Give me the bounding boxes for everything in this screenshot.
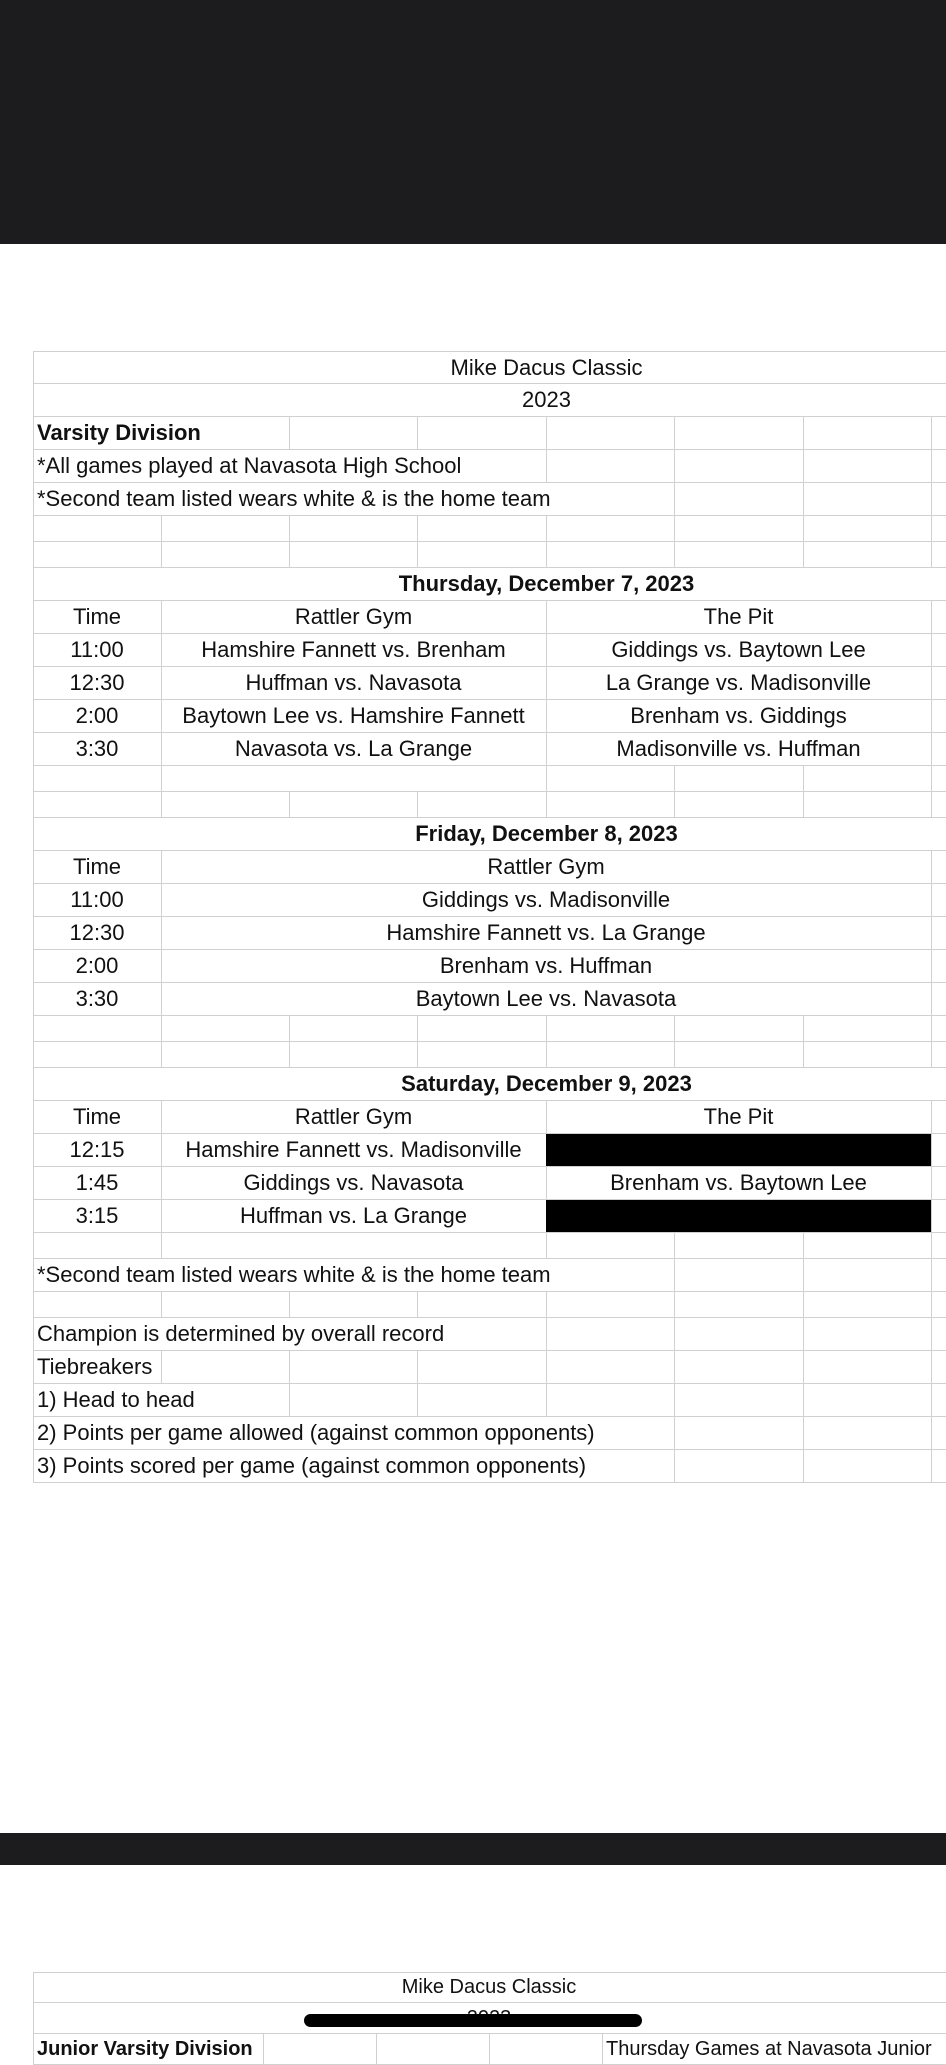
table-row xyxy=(33,950,946,983)
day-heading-row xyxy=(33,568,946,601)
blacked-out-cell xyxy=(546,1200,931,1232)
empty-row xyxy=(33,766,946,792)
empty-row xyxy=(33,1016,946,1042)
blacked-out-cell xyxy=(546,1134,931,1166)
rattler-gym-game: Hamshire Fannett vs. Brenham xyxy=(201,637,506,662)
sheet-row xyxy=(33,483,946,516)
time-header: Time xyxy=(72,854,122,879)
game-time: 1:45 xyxy=(75,1170,119,1195)
table-row xyxy=(33,983,946,1016)
table-row xyxy=(33,884,946,917)
saturday-heading: Saturday, December 9, 2023 xyxy=(401,1071,692,1096)
rattler-gym-game: Giddings vs. Navasota xyxy=(243,1170,464,1195)
table-row xyxy=(33,733,946,766)
day-heading-row xyxy=(33,818,946,851)
game-time: 3:30 xyxy=(75,736,119,761)
thursday-venue-note: Thursday Games at Navasota Junior xyxy=(606,2037,932,2060)
rattler-gym-header: Rattler Gym xyxy=(294,1104,413,1129)
the-pit-game: Brenham vs. Baytown Lee xyxy=(610,1170,867,1195)
sheet-title: Mike Dacus Classic xyxy=(450,354,643,380)
day-heading-row xyxy=(33,1068,946,1101)
sheet-row xyxy=(33,417,946,450)
sheet-row xyxy=(33,1318,946,1351)
time-header: Time xyxy=(72,604,122,629)
rattler-gym-game: Baytown Lee vs. Navasota xyxy=(415,986,677,1011)
empty-row xyxy=(33,1042,946,1068)
top-dark-bar xyxy=(0,0,946,244)
rattler-gym-header: Rattler Gym xyxy=(294,604,413,629)
table-row xyxy=(33,700,946,733)
rattler-gym-game: Huffman vs. La Grange xyxy=(239,1203,468,1228)
the-pit-game: Brenham vs. Giddings xyxy=(630,703,847,728)
sheet-row xyxy=(33,1384,946,1417)
sheet-title: Mike Dacus Classic xyxy=(401,1976,577,1998)
home-team-footer-note: *Second team listed wears white & is the home team xyxy=(37,1262,551,1287)
sheet-row xyxy=(33,2034,946,2065)
table-row xyxy=(33,917,946,950)
sheet-year: 2023 xyxy=(522,387,571,412)
sheet-row xyxy=(33,351,946,384)
sheet-row xyxy=(33,1972,946,2003)
table-row xyxy=(33,634,946,667)
sheet-row xyxy=(33,1259,946,1292)
the-pit-header: The Pit xyxy=(703,604,774,629)
game-time: 3:15 xyxy=(75,1203,119,1228)
home-team-note: *Second team listed wears white & is the home team xyxy=(37,486,551,511)
tiebreaker-item: 1) Head to head xyxy=(37,1387,195,1412)
column-header-row xyxy=(33,601,946,634)
division-label: Junior Varsity Division xyxy=(37,2037,253,2060)
game-time: 2:00 xyxy=(75,703,119,728)
empty-row xyxy=(33,1292,946,1318)
sheet-row xyxy=(33,1351,946,1384)
sheet-row xyxy=(33,1417,946,1450)
rattler-gym-game: Navasota vs. La Grange xyxy=(234,736,473,761)
champion-note: Champion is determined by overall record xyxy=(37,1321,445,1346)
table-row xyxy=(33,1167,946,1200)
table-row xyxy=(33,1200,946,1233)
tiebreakers-label: Tiebreakers xyxy=(37,1354,153,1379)
empty-row xyxy=(33,516,946,542)
schedule-spreadsheet xyxy=(33,351,946,1483)
empty-row xyxy=(33,1233,946,1259)
the-pit-game: Giddings vs. Baytown Lee xyxy=(611,637,866,662)
thursday-heading: Thursday, December 7, 2023 xyxy=(398,571,695,596)
friday-heading: Friday, December 8, 2023 xyxy=(415,821,678,846)
the-pit-header: The Pit xyxy=(703,1104,774,1129)
table-row xyxy=(33,667,946,700)
game-time: 12:30 xyxy=(69,920,125,945)
the-pit-game: La Grange vs. Madisonville xyxy=(605,670,872,695)
home-indicator[interactable] xyxy=(304,2014,642,2027)
rattler-gym-game: Brenham vs. Huffman xyxy=(439,953,653,978)
sheet-row xyxy=(33,1450,946,1483)
game-time: 3:30 xyxy=(75,986,119,1011)
rattler-gym-game: Huffman vs. Navasota xyxy=(245,670,462,695)
sheet-row xyxy=(33,384,946,417)
time-header: Time xyxy=(72,1104,122,1129)
game-time: 2:00 xyxy=(75,953,119,978)
column-header-row xyxy=(33,1101,946,1134)
rattler-gym-game: Hamshire Fannett vs. La Grange xyxy=(386,920,706,945)
column-header-row xyxy=(33,851,946,884)
table-row xyxy=(33,1134,946,1167)
rattler-gym-header: Rattler Gym xyxy=(487,854,605,879)
empty-row xyxy=(33,542,946,568)
game-time: 12:15 xyxy=(69,1137,125,1162)
rattler-gym-game: Giddings vs. Madisonville xyxy=(421,887,671,912)
game-time: 11:00 xyxy=(70,637,124,662)
venue-note: *All games played at Navasota High School xyxy=(37,453,462,478)
separator-dark-bar xyxy=(0,1833,946,1865)
tiebreaker-item: 2) Points per game allowed (against common opponents) xyxy=(37,1420,595,1445)
the-pit-game: Madisonville vs. Huffman xyxy=(616,736,861,761)
game-time: 11:00 xyxy=(70,887,124,912)
rattler-gym-game: Hamshire Fannett vs. Madisonville xyxy=(185,1137,522,1162)
empty-row xyxy=(33,792,946,818)
division-label: Varsity Division xyxy=(37,420,201,445)
sheet-row xyxy=(33,450,946,483)
rattler-gym-game: Baytown Lee vs. Hamshire Fannett xyxy=(182,703,525,728)
game-time: 12:30 xyxy=(69,670,125,695)
tiebreaker-item: 3) Points scored per game (against common opponents) xyxy=(37,1453,587,1478)
